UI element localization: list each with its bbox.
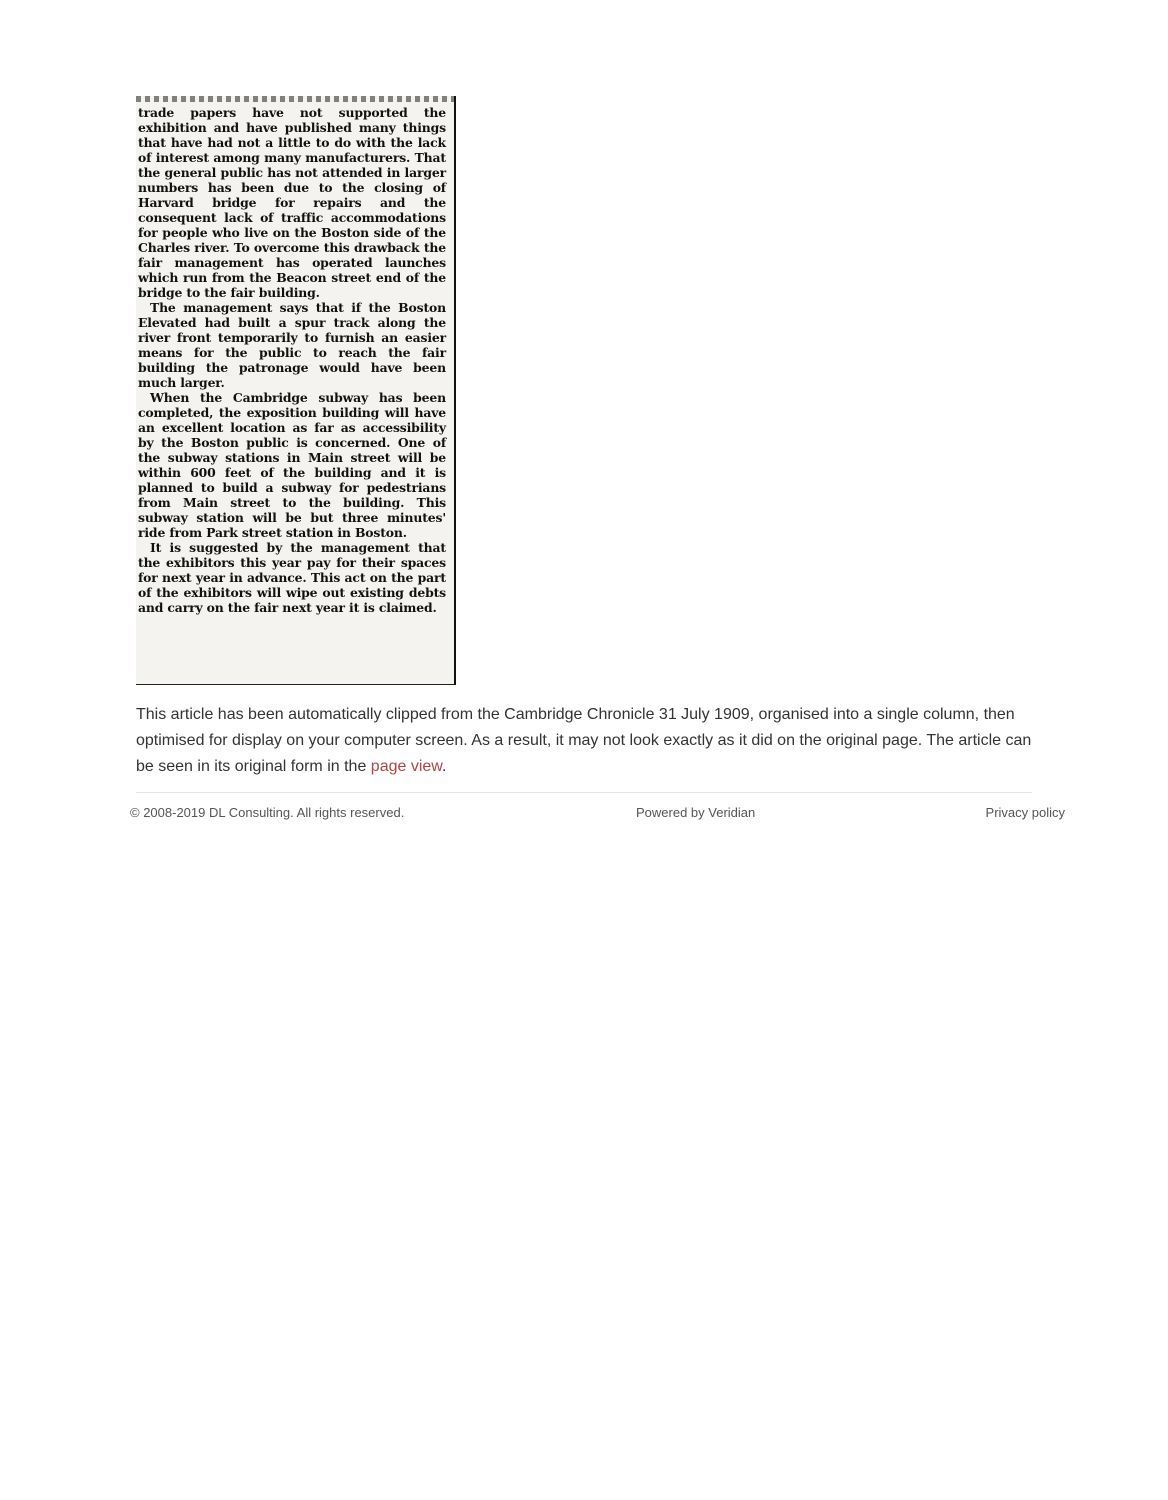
article-clipping-text	[138, 105, 446, 615]
article-clipping-image	[136, 96, 456, 685]
footer-powered-by	[636, 804, 755, 822]
clipping-cut-edge	[136, 96, 454, 102]
article-paragraph: The management says that if the Boston Elevated had built a spur track along the river front temporarily to furnish an easier means for the public to reach the fair building the patronage would have been much larger.	[138, 300, 446, 390]
clipping-notice	[136, 702, 1036, 780]
article-paragraph: It is suggested by the management that the exhibitors this year pay for their spaces for next year in advance. This act on the part of the exhibitors will wipe out existing debts and carry on the fair next year it is claimed.	[138, 540, 446, 615]
powered-by-link[interactable]: Powered by Veridian	[636, 805, 756, 820]
article-paragraph: When the Cambridge subway has been completed, the exposition building will have an excellent location as far as accessibility by the Boston public is concerned. One of the subway stations in Main street will be within 600 feet of the building and it is planned to build a subway for pedestrians from Main street to the building. This subway station will be but three minutes' ride from Park street station in Boston.	[138, 390, 446, 540]
footer-divider	[136, 792, 1032, 793]
footer-privacy	[986, 804, 1065, 822]
page-view-link[interactable]: page view	[370, 758, 442, 775]
clipping-notice-text: This article has been automatically clipped from the Cambridge Chronicle 31 July 1909, organised into a single column, then optimised for display on your computer screen. As a result, it may not look exactly as it did on the original page. The article can be seen in its original form in the	[136, 706, 1032, 775]
footer-copyright: © 2008-2019 DL Consulting. All rights reserved.	[130, 805, 405, 820]
article-paragraph: trade papers have not supported the exhibition and have published many things that have had not a little to do with the lack of interest among many manufacturers. That the general public has not attended in larger numbers has been due to the closing of Harvard bridge for repairs and the consequent lack of traffic accommodations for people who live on the Boston side of the Charles river. To overcome this drawback the fair management has operated launches which run from the Beacon street end of the bridge to the fair building.	[138, 105, 446, 300]
privacy-policy-link[interactable]: Privacy policy	[985, 805, 1065, 820]
clipping-notice-end: .	[441, 758, 447, 775]
